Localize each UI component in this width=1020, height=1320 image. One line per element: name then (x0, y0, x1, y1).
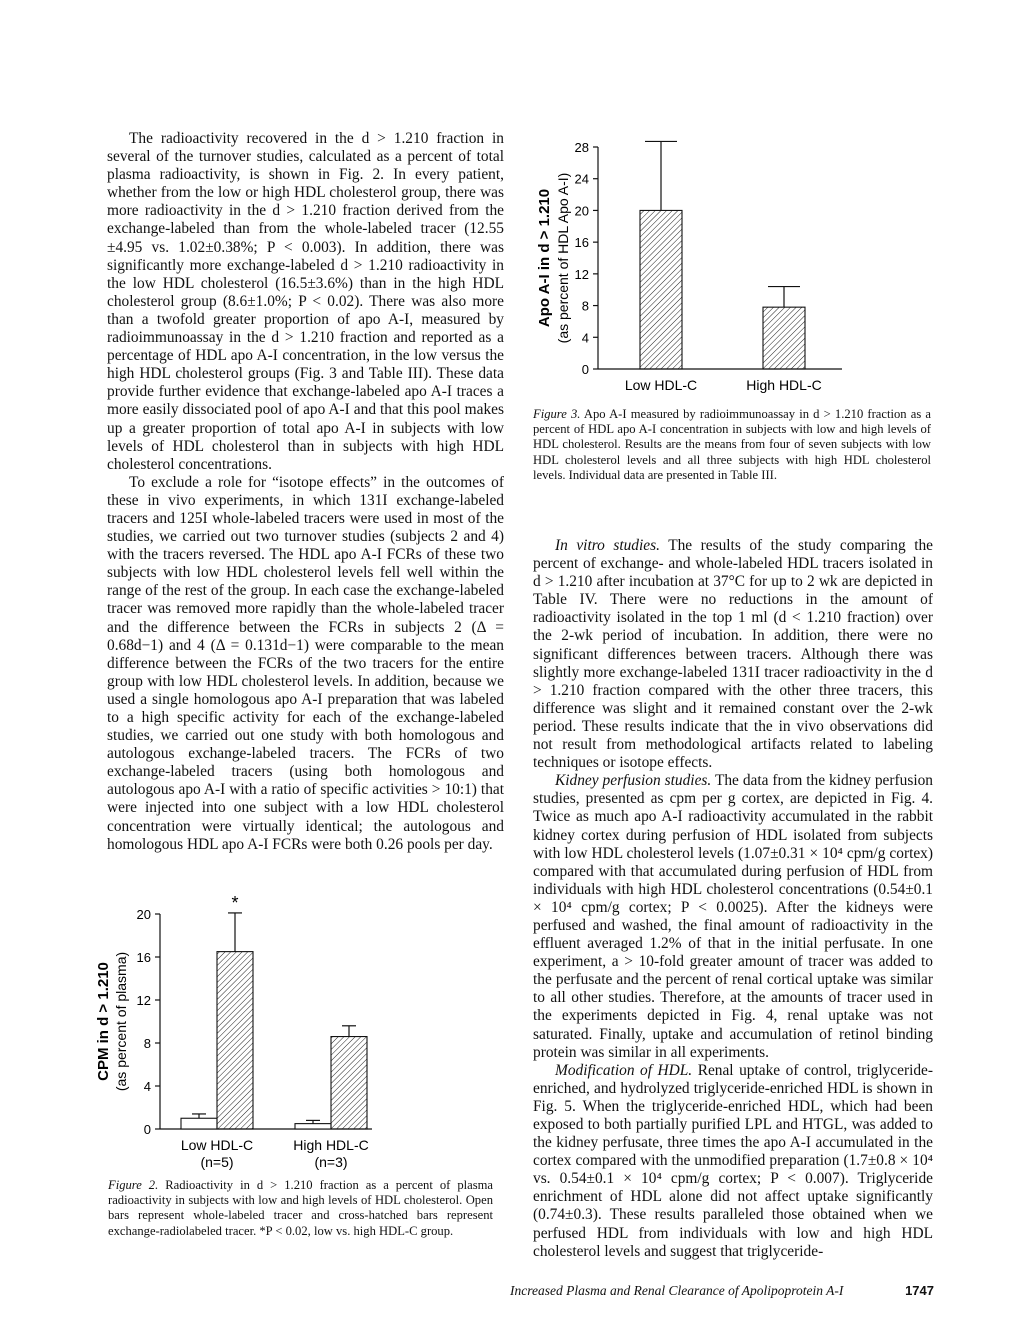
figure-2-caption-label: Figure 2. (108, 1178, 159, 1192)
y-tick-label: 0 (581, 362, 589, 377)
significance-marker: * (231, 892, 239, 913)
y-tick-label: 4 (143, 1079, 151, 1094)
bar-whole-labeled (181, 1118, 217, 1129)
text-in-vitro: The results of the study comparing the percent of exchange- and whole-labeled HDL tracers isolated in d > 1.210 after incubation at 37°C for up to 2 wk are depicted in Table IV. There were no reductions in the amount of radioactivity isolated in the top 1 ml (d < 1.210 fraction) over the 2-wk period of incubation. In addition, there were no significant differences between tracers. Although there was slightly more exchange-labeled 131I tracer radioactivity in the d > 1.210 fraction compared with the other three tracers, this difference was slight and it remained constant over the 2-wk period. These results indicate that the in vivo observations did not result from methodological artifacts related to labeling techniques or isotope effects. (533, 537, 933, 772)
figure-3-caption (533, 407, 931, 483)
y-tick-label: 4 (581, 330, 589, 346)
y-tick-label: 20 (574, 203, 589, 219)
y-tick-label: 28 (574, 140, 589, 155)
x-category-label: High HDL-C (293, 1137, 369, 1153)
figure-3-caption-text: Apo A-I measured by radioimmunoassay in d > 1.210 fraction as a percent of HDL apo A-I concentration in subjects with low and high levels of HDL cholesterol. Results are the means from four of seven subjects with low HDL cholesterol levels and all three subjects with high HDL cholesterol levels. Individual data are presented in Table III. (533, 407, 931, 482)
figure-3-chart (522, 130, 932, 402)
bar-exchange-labeled (763, 307, 805, 369)
y-tick-label: 12 (574, 266, 589, 282)
right-text-column (533, 537, 933, 1261)
y-axis-label: CPM in d > 1.210 (95, 962, 112, 1081)
y-tick-label: 12 (136, 993, 151, 1008)
running-title: Increased Plasma and Renal Clearance of Apolipoprotein A-I (510, 1283, 844, 1298)
bar-exchange-labeled (331, 1037, 367, 1129)
y-tick-label: 16 (136, 950, 151, 965)
figure-2-caption (108, 1178, 493, 1239)
y-tick-label: 16 (574, 235, 589, 251)
y-tick-label: 0 (143, 1122, 151, 1137)
bar-whole-labeled (295, 1124, 331, 1129)
text-modification-hdl: Renal uptake of control, triglyceride-enriched, and hydrolyzed triglyceride-enriched HDL is shown in Fig. 5. When the triglyceride-enriched HDL, which had been exposed to both partially purified LPL and HTGL, was added to the kidney perfusate, three times the apo A-I accumulated in the cortex compared with the unmodified preparation (1.7±0.8 × 10⁴ vs. 0.54±0.1 × 10⁴ cpm/g cortex; P < 0.007). Triglyceride enrichment of HDL alone did not affect uptake significantly (0.74±0.3). These results paralleled those obtained when we perfused HDL from individuals with low and high HDL cholesterol levels and suggest that triglyceride- (533, 1061, 934, 1260)
y-axis-label: Apo A-I in d > 1.210 (536, 188, 553, 328)
y-axis-label-secondary: (as percent of plasma) (113, 951, 129, 1092)
x-category-label: High HDL-C (746, 377, 822, 393)
text-kidney-perfusion: The data from the kidney perfusion studies, presented as cpm per g cortex, are depicted in Fig. 4. Twice as much apo A-I radioactivity accumulated in the rabbit kidney cortex during perfusion of HDL isolated from subjects with low HDL cholesterol levels (1.07±0.31 × 10⁴ cpm/g cortex) compared with that accumulated during perfusion of HDL from individuals with high HDL cholesterol concentrations (0.54±0.1 × 10⁴ cpm/g cortex; P < 0.0025). After the kidneys were perfused and washed, the final amount of radioactivity in the effluent averaged 1.2% of that in the initial perfusate. In one experiment, a > 10-fold greater amount of tracer was added to the perfusate and the percent of renal cortical uptake was similar to all other studies. Therefore, at the amounts of tracer used in the experiments depicted in Fig. 4, renal uptake was not saturated. Finally, uptake and accumulation of retinol binding protein was similar in all experiments. (533, 772, 933, 1061)
x-category-sublabel: (n=3) (314, 1154, 348, 1170)
heading-kidney-perfusion: Kidney perfusion studies. (555, 772, 712, 790)
paragraph-kidney-perfusion (533, 772, 933, 1062)
paragraph-in-vitro (533, 537, 933, 772)
paragraph-modification-hdl (533, 1062, 933, 1261)
page-number: 1747 (905, 1283, 934, 1298)
bar-exchange-labeled (217, 952, 253, 1129)
page-footer (510, 1283, 934, 1299)
y-tick-label: 24 (574, 171, 589, 187)
figure-3-caption-label: Figure 3. (533, 407, 581, 421)
left-text-column (107, 130, 504, 854)
heading-in-vitro: In vitro studies. (555, 537, 660, 554)
x-category-label: Low HDL-C (624, 377, 698, 393)
paragraph-radioactivity-results: The radioactivity recovered in the d > 1.210 fraction in several of the turnover studies, calculated as a percent of total plasma radioactivity, is shown in Fig. 2. In every patient, whether from the low or high HDL cholesterol group, there was more radioactivity in the d > 1.210 fraction derived from the exchange-labeled than from the whole-labeled tracer (12.55 ±4.95 vs. 1.02±0.38%; P < 0.003). In addition, there was significantly more exchange-labeled d > 1.210 radioactivity in the low HDL cholesterol (16.5±3.6%) than in the high HDL cholesterol group (8.6±1.0%; P < 0.02). There was also more than a twofold greater proportion of apo A-I, measured by radioimmunoassay in the d > 1.210 fraction and reported as a percentage of HDL apo A-I concentration, in the low versus the high HDL cholesterol groups (Fig. 3 and Table III). These data provide further evidence that exchange-labeled apo A-I traces a more easily dissociated pool of apo A-I and that this pool makes up a greater proportion of total apo A-I in subjects with low levels of HDL cholesterol than in subjects with high HDL cholesterol concentrations. (107, 130, 504, 473)
y-tick-label: 8 (143, 1036, 151, 1051)
y-axis-label-secondary: (as percent of HDL Apo A-I) (555, 172, 571, 344)
bar-exchange-labeled (640, 210, 682, 369)
x-category-sublabel: (n=5) (200, 1154, 234, 1170)
y-tick-label: 20 (136, 907, 151, 922)
figure-2-caption-text: Radioactivity in d > 1.210 fraction as a percent of plasma radioactivity in subjects with low and high levels of HDL cholesterol. Open bars represent whole-labeled tracer and cross-hatched bars represent exchange-radiolabeled tracer. *P < 0.02, low vs. high HDL-C group. (108, 1178, 493, 1238)
paragraph-isotope-effects: To exclude a role for “isotope effects” in the outcomes of these in vivo experiments, in which 131I exchange-labeled tracers and 125I whole-labeled tracers were used in most of the studies, we carried out two turnover studies (subjects 2 and 4) with the tracers reversed. The HDL apo A-I FCRs of these two subjects with low HDL cholesterol levels fell well within the range of the rest of the group. In each case the exchange-labeled tracer was removed more rapidly than the whole-labeled tracer and the difference between the FCRs in subjects 2 (Δ = 0.68d−1) and 4 (Δ = 0.131d−1) were comparable to the mean difference between the FCRs of the two tracers for the entire group with low HDL cholesterol levels. In addition, because we used a single homologous apo A-I preparation that was labeled to a high specific activity for each of the exchange-labeled studies, we carried out one study with both homologous and autologous exchange-labeled tracers. The FCRs of two exchange-labeled tracers (using both homologous and autologous apo A-I with a ratio of specific activities > 10:1) that were injected into one subject with a low HDL cholesterol concentration were virtually identical; the autologous and homologous HDL apo A-I FCRs were both 0.26 pools per day. (107, 473, 504, 853)
x-category-label: Low HDL-C (180, 1137, 254, 1153)
y-tick-label: 8 (581, 298, 589, 314)
heading-modification-hdl: Modification of HDL. (555, 1061, 693, 1079)
figure-2-chart (78, 888, 488, 1173)
